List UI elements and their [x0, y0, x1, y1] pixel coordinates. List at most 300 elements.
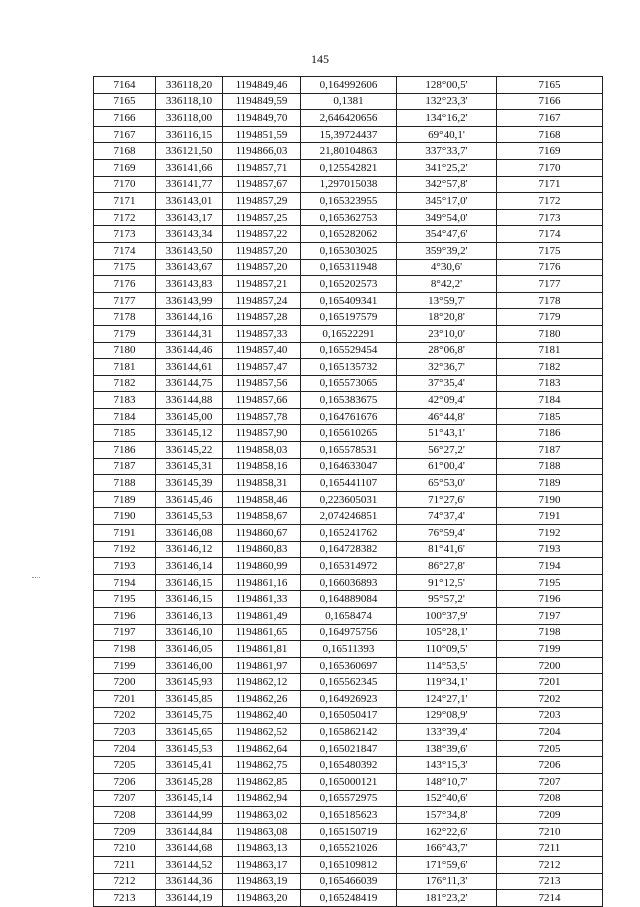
table-row	[94, 375, 603, 392]
x-coordinate-cell: 336146,13	[156, 608, 223, 625]
coordinates-table-body	[94, 77, 603, 907]
x-coordinate-cell: 336118,10	[156, 93, 223, 110]
bearing-cell: 166°43,7'	[397, 840, 497, 857]
y-coordinate-cell: 1194857,29	[223, 193, 301, 210]
next-point-cell: 7203	[497, 707, 603, 724]
bearing-cell: 37°35,4'	[397, 375, 497, 392]
bearing-cell: 18°20,8'	[397, 309, 497, 326]
y-coordinate-cell: 1194857,56	[223, 375, 301, 392]
point-number-cell: 7208	[94, 807, 156, 824]
y-coordinate-cell: 1194861,16	[223, 574, 301, 591]
next-point-cell: 7194	[497, 558, 603, 575]
x-coordinate-cell: 336145,65	[156, 724, 223, 741]
x-coordinate-cell: 336146,08	[156, 525, 223, 542]
next-point-cell: 7165	[497, 77, 603, 94]
point-number-cell: 7209	[94, 823, 156, 840]
distance-cell: 0,165248419	[301, 890, 397, 907]
x-coordinate-cell: 336145,39	[156, 475, 223, 492]
x-coordinate-cell: 336146,14	[156, 558, 223, 575]
bearing-cell: 95°57,2'	[397, 591, 497, 608]
next-point-cell: 7192	[497, 525, 603, 542]
bearing-cell: 76°59,4'	[397, 525, 497, 542]
distance-cell: 0,165362753	[301, 209, 397, 226]
x-coordinate-cell: 336145,00	[156, 408, 223, 425]
x-coordinate-cell: 336143,83	[156, 276, 223, 293]
point-number-cell: 7194	[94, 574, 156, 591]
point-number-cell: 7174	[94, 242, 156, 259]
table-row	[94, 873, 603, 890]
x-coordinate-cell: 336144,84	[156, 823, 223, 840]
table-row	[94, 359, 603, 376]
point-number-cell: 7196	[94, 608, 156, 625]
point-number-cell: 7165	[94, 93, 156, 110]
table-row	[94, 458, 603, 475]
point-number-cell: 7185	[94, 425, 156, 442]
y-coordinate-cell: 1194858,46	[223, 491, 301, 508]
bearing-cell: 71°27,6'	[397, 491, 497, 508]
bearing-cell: 74°37,4'	[397, 508, 497, 525]
y-coordinate-cell: 1194858,03	[223, 442, 301, 459]
point-number-cell: 7168	[94, 143, 156, 160]
point-number-cell: 7213	[94, 890, 156, 907]
y-coordinate-cell: 1194861,65	[223, 624, 301, 641]
next-point-cell: 7195	[497, 574, 603, 591]
next-point-cell: 7178	[497, 292, 603, 309]
table-row	[94, 226, 603, 243]
point-number-cell: 7180	[94, 342, 156, 359]
next-point-cell: 7170	[497, 159, 603, 176]
point-number-cell: 7190	[94, 508, 156, 525]
next-point-cell: 7188	[497, 458, 603, 475]
bearing-cell: 4°30,6'	[397, 259, 497, 276]
next-point-cell: 7206	[497, 757, 603, 774]
bearing-cell: 128°00,5'	[397, 77, 497, 94]
table-row	[94, 408, 603, 425]
next-point-cell: 7197	[497, 608, 603, 625]
next-point-cell: 7171	[497, 176, 603, 193]
page-number: 145	[311, 52, 329, 66]
point-number-cell: 7189	[94, 491, 156, 508]
distance-cell: 0,165150719	[301, 823, 397, 840]
y-coordinate-cell: 1194857,21	[223, 276, 301, 293]
table-row	[94, 126, 603, 143]
next-point-cell: 7189	[497, 475, 603, 492]
point-number-cell: 7212	[94, 873, 156, 890]
next-point-cell: 7199	[497, 641, 603, 658]
bearing-cell: 8°42,2'	[397, 276, 497, 293]
x-coordinate-cell: 336143,34	[156, 226, 223, 243]
next-point-cell: 7212	[497, 856, 603, 873]
point-number-cell: 7171	[94, 193, 156, 210]
y-coordinate-cell: 1194866,03	[223, 143, 301, 160]
point-number-cell: 7181	[94, 359, 156, 376]
y-coordinate-cell: 1194861,81	[223, 641, 301, 658]
bearing-cell: 23°10,0'	[397, 325, 497, 342]
table-row	[94, 143, 603, 160]
table-row	[94, 840, 603, 857]
distance-cell: 0,165202573	[301, 276, 397, 293]
y-coordinate-cell: 1194857,22	[223, 226, 301, 243]
point-number-cell: 7176	[94, 276, 156, 293]
margin-mark	[32, 577, 40, 578]
y-coordinate-cell: 1194857,28	[223, 309, 301, 326]
next-point-cell: 7187	[497, 442, 603, 459]
bearing-cell: 129°08,9'	[397, 707, 497, 724]
x-coordinate-cell: 336144,68	[156, 840, 223, 857]
bearing-cell: 91°12,5'	[397, 574, 497, 591]
next-point-cell: 7168	[497, 126, 603, 143]
bearing-cell: 342°57,8'	[397, 176, 497, 193]
y-coordinate-cell: 1194857,47	[223, 359, 301, 376]
y-coordinate-cell: 1194863,19	[223, 873, 301, 890]
distance-cell: 2,646420656	[301, 110, 397, 127]
x-coordinate-cell: 336144,99	[156, 807, 223, 824]
next-point-cell: 7198	[497, 624, 603, 641]
table-row	[94, 342, 603, 359]
x-coordinate-cell: 336144,88	[156, 392, 223, 409]
x-coordinate-cell: 336143,99	[156, 292, 223, 309]
next-point-cell: 7175	[497, 242, 603, 259]
y-coordinate-cell: 1194862,52	[223, 724, 301, 741]
y-coordinate-cell: 1194857,78	[223, 408, 301, 425]
point-number-cell: 7192	[94, 541, 156, 558]
next-point-cell: 7196	[497, 591, 603, 608]
distance-cell: 0,223605031	[301, 491, 397, 508]
y-coordinate-cell: 1194862,75	[223, 757, 301, 774]
bearing-cell: 28°06,8'	[397, 342, 497, 359]
bearing-cell: 110°09,5'	[397, 641, 497, 658]
distance-cell: 0,165135732	[301, 359, 397, 376]
next-point-cell: 7174	[497, 226, 603, 243]
table-row	[94, 807, 603, 824]
table-row	[94, 159, 603, 176]
point-number-cell: 7187	[94, 458, 156, 475]
y-coordinate-cell: 1194860,83	[223, 541, 301, 558]
table-row	[94, 591, 603, 608]
y-coordinate-cell: 1194857,90	[223, 425, 301, 442]
bearing-cell: 143°15,3'	[397, 757, 497, 774]
next-point-cell: 7167	[497, 110, 603, 127]
table-row	[94, 193, 603, 210]
y-coordinate-cell: 1194861,97	[223, 657, 301, 674]
bearing-cell: 181°23,2'	[397, 890, 497, 907]
table-row	[94, 541, 603, 558]
point-number-cell: 7186	[94, 442, 156, 459]
table-row	[94, 292, 603, 309]
table-row	[94, 674, 603, 691]
distance-cell: 0,165000121	[301, 773, 397, 790]
x-coordinate-cell: 336145,75	[156, 707, 223, 724]
distance-cell: 0,165578531	[301, 442, 397, 459]
y-coordinate-cell: 1194858,16	[223, 458, 301, 475]
x-coordinate-cell: 336146,00	[156, 657, 223, 674]
table-row	[94, 790, 603, 807]
distance-cell: 0,165529454	[301, 342, 397, 359]
y-coordinate-cell: 1194857,25	[223, 209, 301, 226]
x-coordinate-cell: 336145,12	[156, 425, 223, 442]
distance-cell: 0,165572975	[301, 790, 397, 807]
y-coordinate-cell: 1194857,24	[223, 292, 301, 309]
table-row	[94, 856, 603, 873]
y-coordinate-cell: 1194861,49	[223, 608, 301, 625]
next-point-cell: 7193	[497, 541, 603, 558]
point-number-cell: 7210	[94, 840, 156, 857]
table-row	[94, 641, 603, 658]
bearing-cell: 51°43,1'	[397, 425, 497, 442]
x-coordinate-cell: 336118,00	[156, 110, 223, 127]
point-number-cell: 7164	[94, 77, 156, 94]
y-coordinate-cell: 1194862,12	[223, 674, 301, 691]
bearing-cell: 349°54,0'	[397, 209, 497, 226]
distance-cell: 0,165185623	[301, 807, 397, 824]
distance-cell: 0,165521026	[301, 840, 397, 857]
bearing-cell: 134°16,2'	[397, 110, 497, 127]
x-coordinate-cell: 336146,10	[156, 624, 223, 641]
bearing-cell: 171°59,6'	[397, 856, 497, 873]
distance-cell: 0,165197579	[301, 309, 397, 326]
point-number-cell: 7170	[94, 176, 156, 193]
distance-cell: 0,16522291	[301, 325, 397, 342]
table-row	[94, 425, 603, 442]
distance-cell: 0,165314972	[301, 558, 397, 575]
y-coordinate-cell: 1194857,33	[223, 325, 301, 342]
next-point-cell: 7181	[497, 342, 603, 359]
y-coordinate-cell: 1194851,59	[223, 126, 301, 143]
next-point-cell: 7202	[497, 690, 603, 707]
distance-cell: 0,125542821	[301, 159, 397, 176]
x-coordinate-cell: 336144,19	[156, 890, 223, 907]
point-number-cell: 7203	[94, 724, 156, 741]
bearing-cell: 105°28,1'	[397, 624, 497, 641]
next-point-cell: 7184	[497, 392, 603, 409]
point-number-cell: 7193	[94, 558, 156, 575]
x-coordinate-cell: 336144,36	[156, 873, 223, 890]
distance-cell: 0,165303025	[301, 242, 397, 259]
distance-cell: 0,165573065	[301, 375, 397, 392]
bearing-cell: 132°23,3'	[397, 93, 497, 110]
bearing-cell: 354°47,6'	[397, 226, 497, 243]
next-point-cell: 7213	[497, 873, 603, 890]
distance-cell: 0,164761676	[301, 408, 397, 425]
coordinates-table	[93, 76, 603, 907]
table-row	[94, 574, 603, 591]
x-coordinate-cell: 336143,67	[156, 259, 223, 276]
table-row	[94, 690, 603, 707]
y-coordinate-cell: 1194861,33	[223, 591, 301, 608]
point-number-cell: 7177	[94, 292, 156, 309]
distance-cell: 0,164889084	[301, 591, 397, 608]
point-number-cell: 7201	[94, 690, 156, 707]
x-coordinate-cell: 336116,15	[156, 126, 223, 143]
table-row	[94, 475, 603, 492]
table-row	[94, 707, 603, 724]
y-coordinate-cell: 1194863,20	[223, 890, 301, 907]
distance-cell: 0,164728382	[301, 541, 397, 558]
bearing-cell: 133°39,4'	[397, 724, 497, 741]
distance-cell: 1,297015038	[301, 176, 397, 193]
next-point-cell: 7166	[497, 93, 603, 110]
point-number-cell: 7207	[94, 790, 156, 807]
distance-cell: 0,165282062	[301, 226, 397, 243]
y-coordinate-cell: 1194862,64	[223, 740, 301, 757]
point-number-cell: 7182	[94, 375, 156, 392]
table-row	[94, 624, 603, 641]
bearing-cell: 157°34,8'	[397, 807, 497, 824]
next-point-cell: 7183	[497, 375, 603, 392]
point-number-cell: 7173	[94, 226, 156, 243]
y-coordinate-cell: 1194863,13	[223, 840, 301, 857]
bearing-cell: 152°40,6'	[397, 790, 497, 807]
point-number-cell: 7200	[94, 674, 156, 691]
y-coordinate-cell: 1194863,02	[223, 807, 301, 824]
next-point-cell: 7201	[497, 674, 603, 691]
point-number-cell: 7197	[94, 624, 156, 641]
distance-cell: 0,165610265	[301, 425, 397, 442]
point-number-cell: 7205	[94, 757, 156, 774]
point-number-cell: 7202	[94, 707, 156, 724]
point-number-cell: 7179	[94, 325, 156, 342]
table-row	[94, 259, 603, 276]
point-number-cell: 7166	[94, 110, 156, 127]
distance-cell: 0,164926923	[301, 690, 397, 707]
next-point-cell: 7169	[497, 143, 603, 160]
x-coordinate-cell: 336144,16	[156, 309, 223, 326]
table-row	[94, 508, 603, 525]
distance-cell: 0,1381	[301, 93, 397, 110]
x-coordinate-cell: 336141,66	[156, 159, 223, 176]
next-point-cell: 7191	[497, 508, 603, 525]
y-coordinate-cell: 1194862,85	[223, 773, 301, 790]
x-coordinate-cell: 336145,85	[156, 690, 223, 707]
distance-cell: 0,164975756	[301, 624, 397, 641]
table-row	[94, 890, 603, 907]
table-row	[94, 176, 603, 193]
point-number-cell: 7172	[94, 209, 156, 226]
x-coordinate-cell: 336145,14	[156, 790, 223, 807]
point-number-cell: 7188	[94, 475, 156, 492]
y-coordinate-cell: 1194863,08	[223, 823, 301, 840]
table-row	[94, 525, 603, 542]
point-number-cell: 7198	[94, 641, 156, 658]
next-point-cell: 7179	[497, 309, 603, 326]
distance-cell: 15,39724437	[301, 126, 397, 143]
x-coordinate-cell: 336146,05	[156, 641, 223, 658]
table-row	[94, 757, 603, 774]
distance-cell: 0,165050417	[301, 707, 397, 724]
point-number-cell: 7206	[94, 773, 156, 790]
next-point-cell: 7207	[497, 773, 603, 790]
bearing-cell: 86°27,8'	[397, 558, 497, 575]
table-row	[94, 392, 603, 409]
next-point-cell: 7173	[497, 209, 603, 226]
x-coordinate-cell: 336145,93	[156, 674, 223, 691]
bearing-cell: 176°11,3'	[397, 873, 497, 890]
distance-cell: 0,165360697	[301, 657, 397, 674]
bearing-cell: 359°39,2'	[397, 242, 497, 259]
x-coordinate-cell: 336145,41	[156, 757, 223, 774]
y-coordinate-cell: 1194860,67	[223, 525, 301, 542]
x-coordinate-cell: 336143,01	[156, 193, 223, 210]
table-row	[94, 724, 603, 741]
distance-cell: 0,165311948	[301, 259, 397, 276]
next-point-cell: 7186	[497, 425, 603, 442]
y-coordinate-cell: 1194858,31	[223, 475, 301, 492]
next-point-cell: 7211	[497, 840, 603, 857]
x-coordinate-cell: 336146,15	[156, 591, 223, 608]
x-coordinate-cell: 336146,12	[156, 541, 223, 558]
point-number-cell: 7167	[94, 126, 156, 143]
next-point-cell: 7210	[497, 823, 603, 840]
bearing-cell: 81°41,6'	[397, 541, 497, 558]
point-number-cell: 7191	[94, 525, 156, 542]
distance-cell: 0,165409341	[301, 292, 397, 309]
y-coordinate-cell: 1194857,20	[223, 242, 301, 259]
y-coordinate-cell: 1194857,66	[223, 392, 301, 409]
point-number-cell: 7178	[94, 309, 156, 326]
bearing-cell: 345°17,0'	[397, 193, 497, 210]
bearing-cell: 69°40,1'	[397, 126, 497, 143]
table-row	[94, 110, 603, 127]
table-row	[94, 309, 603, 326]
y-coordinate-cell: 1194862,40	[223, 707, 301, 724]
bearing-cell: 46°44,8'	[397, 408, 497, 425]
distance-cell: 0,164992606	[301, 77, 397, 94]
next-point-cell: 7176	[497, 259, 603, 276]
distance-cell: 0,16511393	[301, 641, 397, 658]
y-coordinate-cell: 1194849,46	[223, 77, 301, 94]
point-number-cell: 7175	[94, 259, 156, 276]
point-number-cell: 7184	[94, 408, 156, 425]
x-coordinate-cell: 336144,61	[156, 359, 223, 376]
table-row	[94, 608, 603, 625]
x-coordinate-cell: 336143,17	[156, 209, 223, 226]
next-point-cell: 7180	[497, 325, 603, 342]
table-row	[94, 491, 603, 508]
distance-cell: 0,165109812	[301, 856, 397, 873]
distance-cell: 0,165480392	[301, 757, 397, 774]
y-coordinate-cell: 1194862,26	[223, 690, 301, 707]
x-coordinate-cell: 336145,28	[156, 773, 223, 790]
bearing-cell: 341°25,2'	[397, 159, 497, 176]
table-row	[94, 823, 603, 840]
table-row	[94, 740, 603, 757]
bearing-cell: 42°09,4'	[397, 392, 497, 409]
bearing-cell: 13°59,7'	[397, 292, 497, 309]
table-row	[94, 558, 603, 575]
distance-cell: 2,074246851	[301, 508, 397, 525]
distance-cell: 0,165441107	[301, 475, 397, 492]
next-point-cell: 7177	[497, 276, 603, 293]
y-coordinate-cell: 1194849,70	[223, 110, 301, 127]
point-number-cell: 7211	[94, 856, 156, 873]
table-row	[94, 276, 603, 293]
distance-cell: 0,164633047	[301, 458, 397, 475]
x-coordinate-cell: 336145,46	[156, 491, 223, 508]
next-point-cell: 7209	[497, 807, 603, 824]
y-coordinate-cell: 1194857,71	[223, 159, 301, 176]
table-row	[94, 657, 603, 674]
distance-cell: 0,165241762	[301, 525, 397, 542]
table-row	[94, 93, 603, 110]
y-coordinate-cell: 1194860,99	[223, 558, 301, 575]
table-row	[94, 242, 603, 259]
next-point-cell: 7204	[497, 724, 603, 741]
bearing-cell: 148°10,7'	[397, 773, 497, 790]
x-coordinate-cell: 336141,77	[156, 176, 223, 193]
point-number-cell: 7204	[94, 740, 156, 757]
table-row	[94, 209, 603, 226]
x-coordinate-cell: 336144,46	[156, 342, 223, 359]
